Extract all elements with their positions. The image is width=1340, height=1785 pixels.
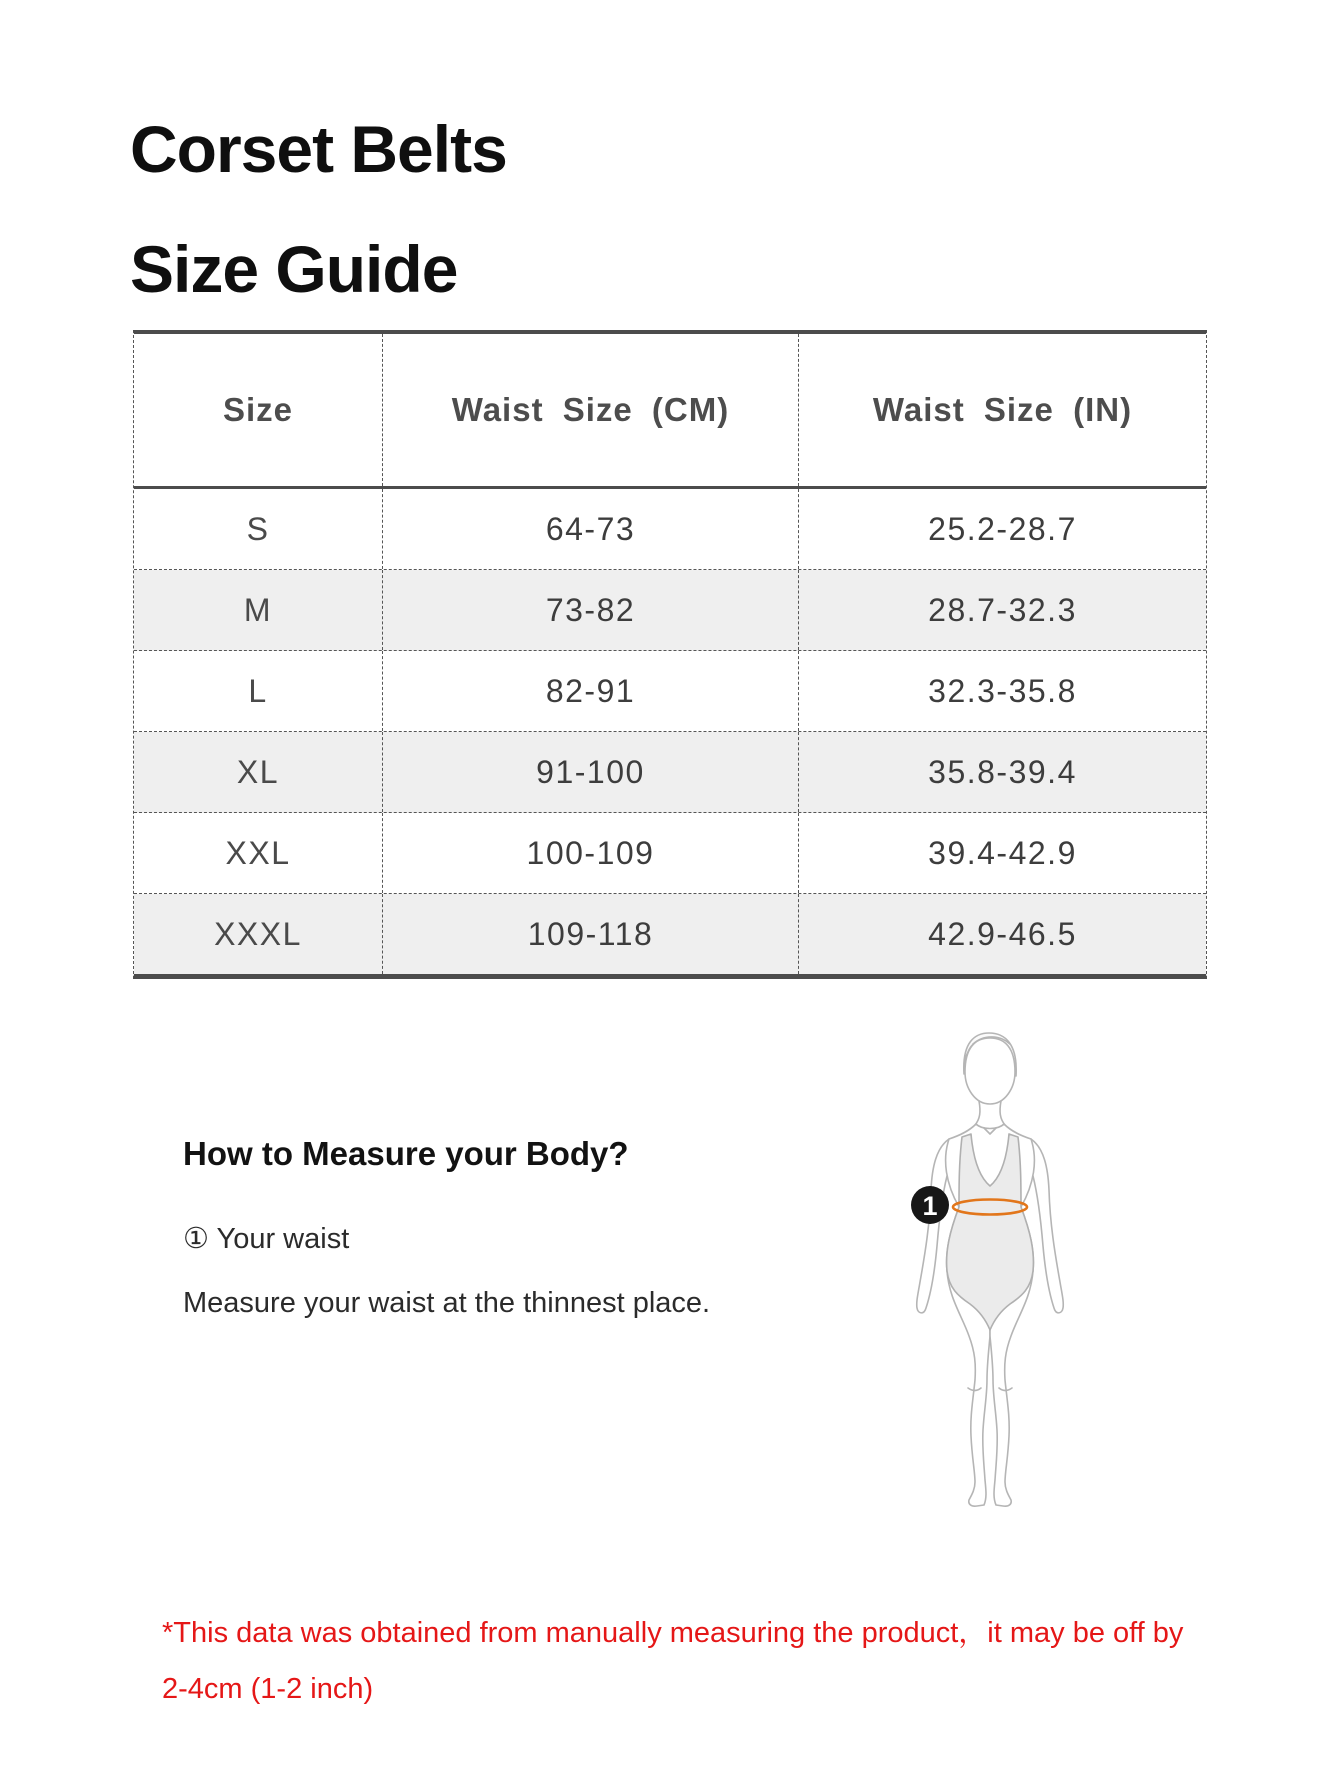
table-row-xxl: [134, 813, 1206, 894]
disclaimer-line-2: 2-4cm (1-2 inch): [162, 1673, 374, 1705]
waist-cm-value: 73-82: [383, 570, 799, 650]
waist-in-value: 28.7-32.3: [928, 591, 1077, 628]
column-header-waist-cm: Waist Size (CM): [383, 334, 799, 486]
table-row-m: [134, 570, 1206, 651]
face-outline: [965, 1038, 1015, 1104]
table-row-s: [134, 489, 1206, 570]
size-value: M: [134, 570, 383, 650]
size-value: XXXL: [134, 894, 383, 974]
table-row-l: [134, 651, 1206, 732]
waist-in-value: 35.8-39.4: [928, 753, 1077, 790]
waist-in-value: 39.4-42.9: [928, 834, 1077, 871]
size-value: XXL: [134, 813, 383, 893]
column-header-waist-in: Waist Size (IN): [872, 391, 1133, 428]
step-1-badge-number: 1: [922, 1191, 938, 1221]
disclaimer-line-1: *This data was obtained from manually measuring the product，it may be off by: [162, 1617, 1184, 1649]
size-value: S: [134, 489, 383, 569]
waist-cm-value: 82-91: [383, 651, 799, 731]
table-row-xxxl: [134, 894, 1206, 974]
right-arm: [1031, 1139, 1063, 1313]
size-value: XL: [134, 732, 383, 812]
waist-in-value: 25.2-28.7: [928, 510, 1077, 547]
waist-in-value: 32.3-35.8: [928, 672, 1077, 709]
page-title-line1: Corset Belts: [130, 112, 507, 187]
waist-cm-value: 91-100: [383, 732, 799, 812]
step-1-badge: [911, 1186, 949, 1224]
body-measurement-figure: [872, 1028, 1104, 1520]
waist-in-value: 42.9-46.5: [928, 915, 1077, 952]
table-row-xl: [134, 732, 1206, 813]
page-title-line2: Size Guide: [130, 232, 458, 307]
waist-cm-value: 109-118: [383, 894, 799, 974]
measurement-disclaimer: [162, 1605, 1183, 1717]
size-table: [133, 330, 1207, 979]
measure-step-1-description: Measure your waist at the thinnest place.: [183, 1287, 711, 1319]
waist-cm-value: 64-73: [383, 489, 799, 569]
size-value: L: [134, 651, 383, 731]
female-body-illustration: [872, 1028, 1104, 1520]
measure-section-heading: How to Measure your Body?: [183, 1135, 629, 1173]
column-header-size: Size: [134, 334, 383, 486]
left-arm: [917, 1139, 949, 1313]
measure-step-1-label: ① Your waist: [183, 1223, 350, 1255]
size-table-header-row: [134, 334, 1206, 489]
waist-cm-value: 100-109: [383, 813, 799, 893]
